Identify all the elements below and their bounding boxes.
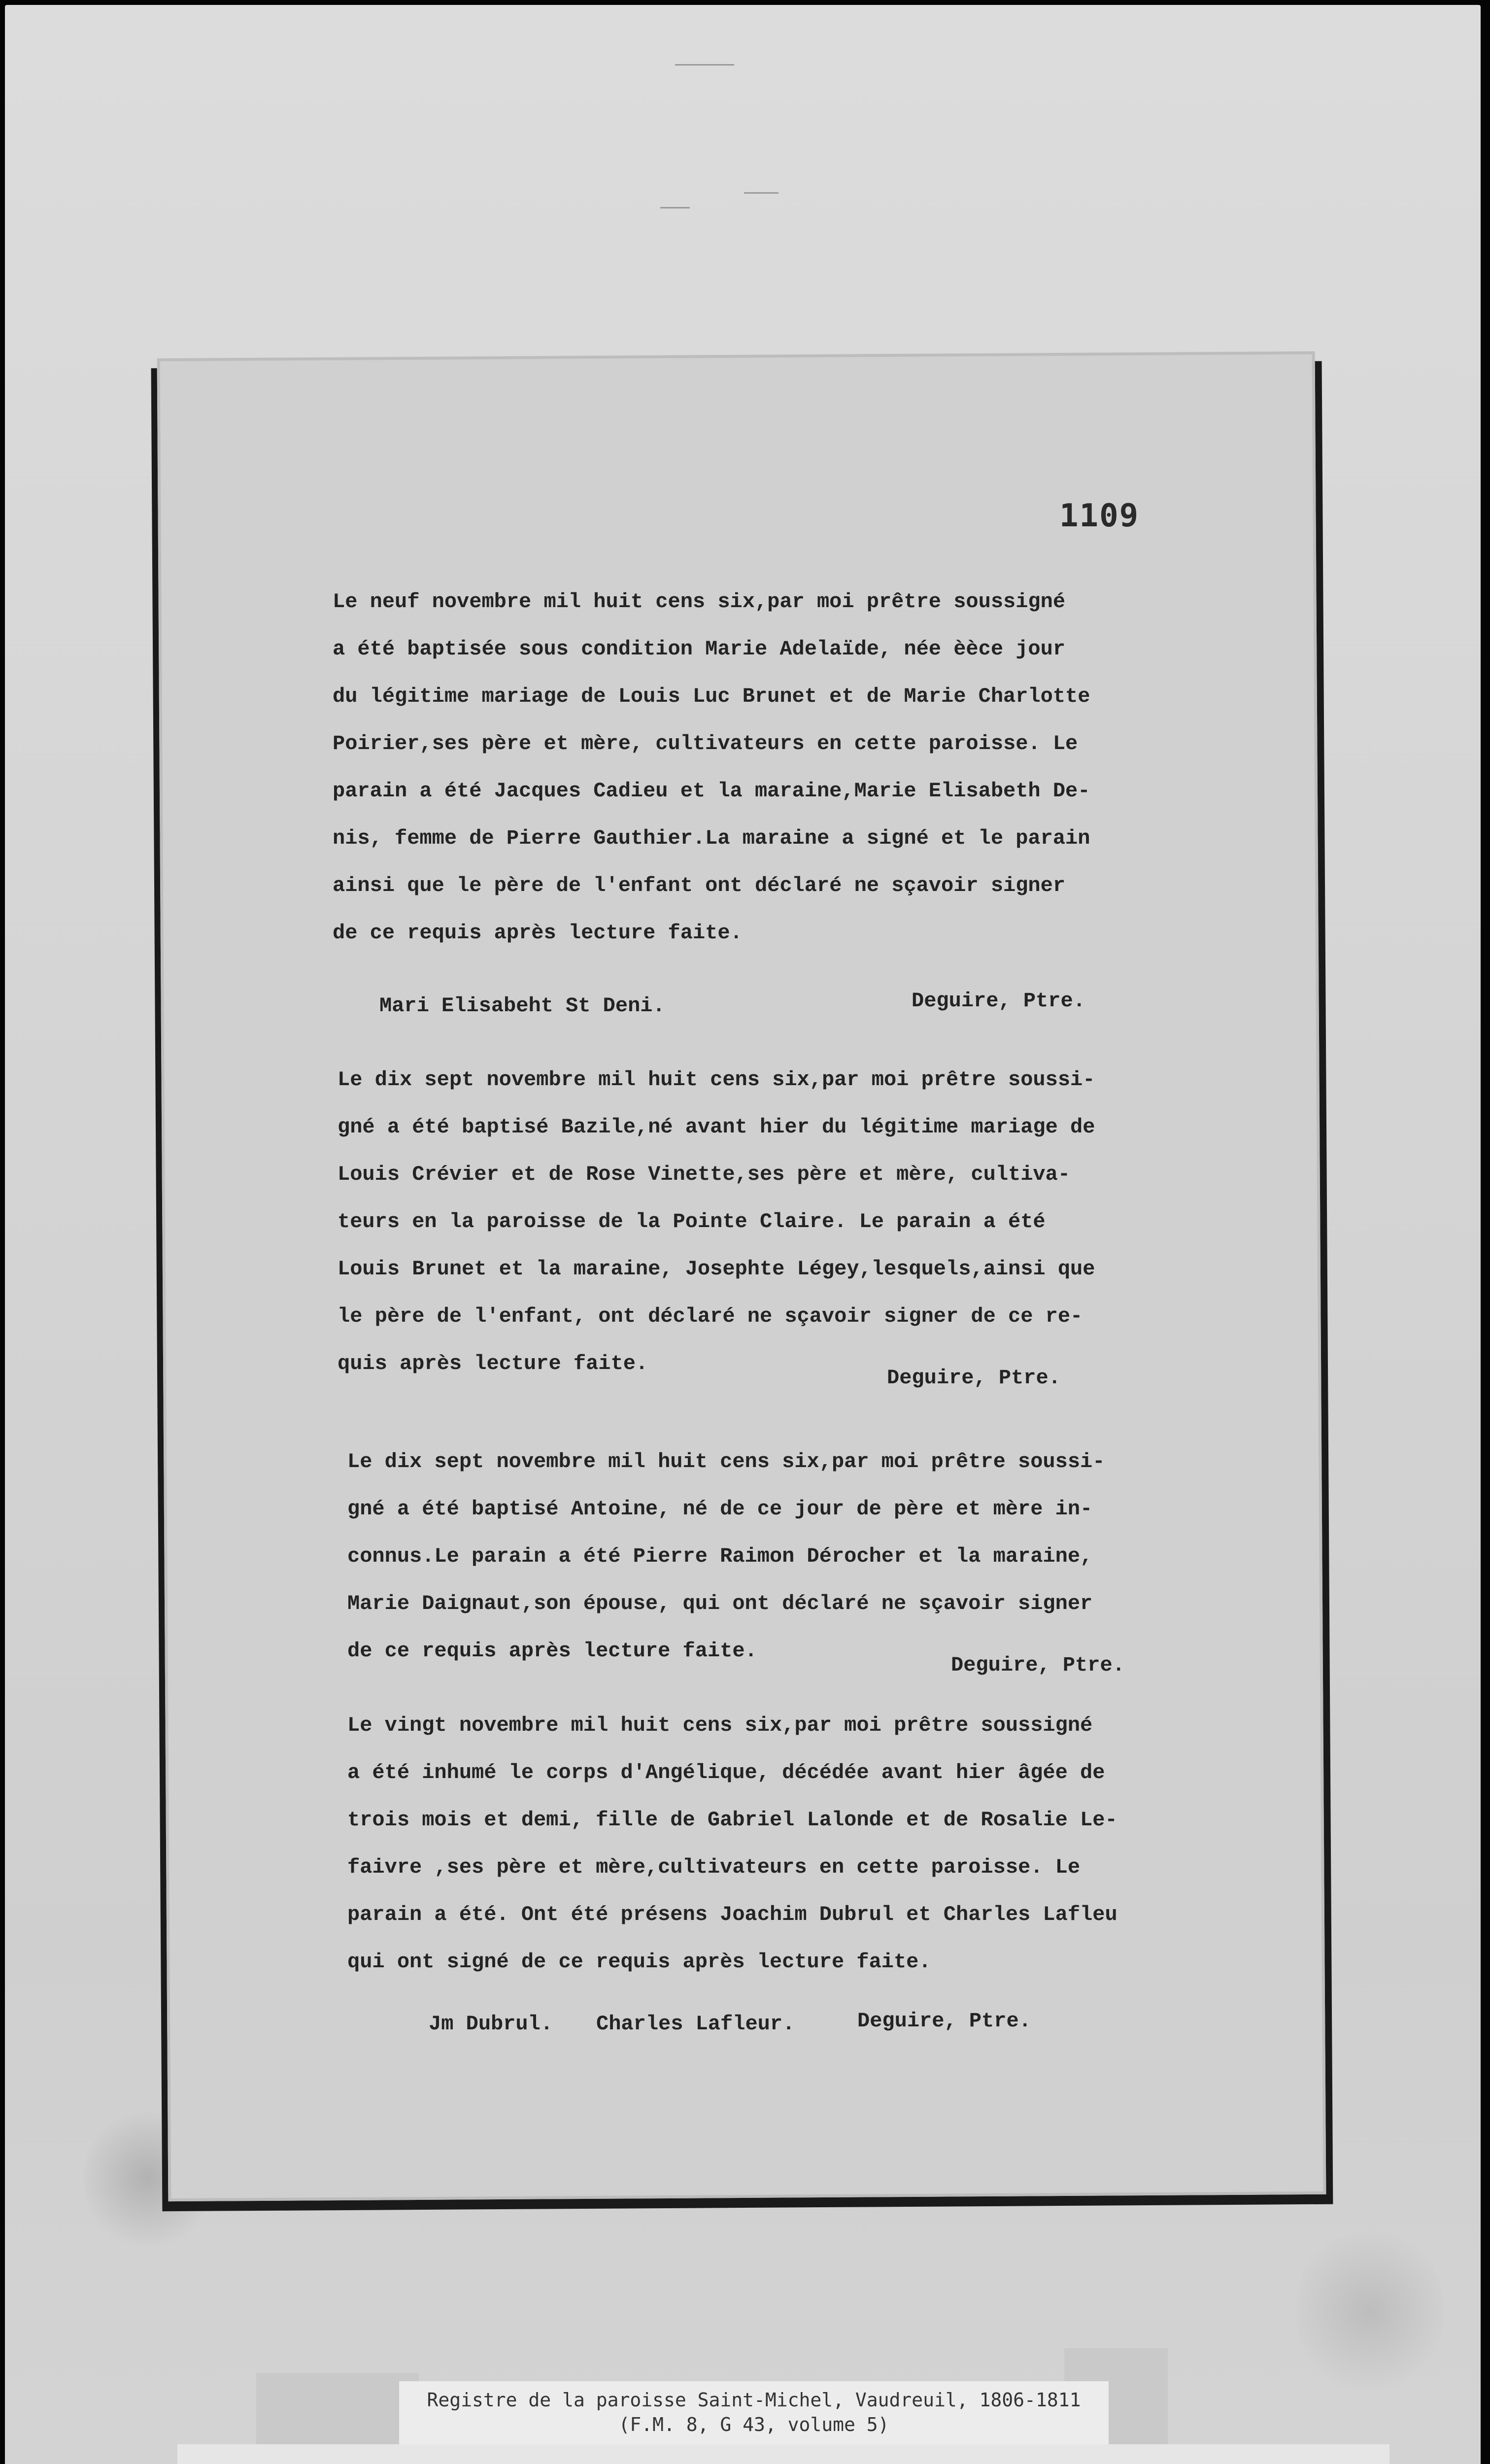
entry-line: parain a été. Ont été présens Joachim Dubrul et Charles Lafleu [347, 1903, 1118, 1926]
catalogue-label [399, 2381, 1109, 2445]
entry-line: teurs en la paroisse de la Pointe Claire. Le parain a été [338, 1210, 1046, 1233]
entry-line: Le vingt novembre mil huit cens six,par moi prêtre soussigné [347, 1713, 1093, 1737]
entry-line: a été inhumé le corps d'Angélique, décédée avant hier âgée de [347, 1761, 1105, 1784]
label-register-title: Registre de la paroisse Saint-Michel, Vaudreuil, 1806-1811 [427, 2389, 1081, 2411]
archives-stamp-panel [177, 2444, 1389, 2464]
entry-line: gné a été baptisé Antoine, né de ce jour de père et mère in- [347, 1497, 1093, 1521]
entry-line: nis, femme de Pierre Gauthier.La maraine a signé et le parain [333, 826, 1090, 850]
entry-line: parain a été Jacques Cadieu et la maraine,Marie Elisabeth De- [333, 779, 1090, 803]
entry-line: connus.Le parain a été Pierre Raimon Dérocher et la maraine, [347, 1544, 1093, 1568]
signature-priest: Deguire, Ptre. [912, 989, 1085, 1013]
entry-line: Le dix sept novembre mil huit cens six,par moi prêtre soussi- [338, 1068, 1095, 1092]
smudge [1296, 2223, 1444, 2400]
signature-priest: Deguire, Ptre. [951, 1653, 1125, 1677]
entry-line: de ce requis après lecture faite. [347, 1639, 757, 1663]
entry-line: trois mois et demi, fille de Gabriel Lalonde et de Rosalie Le- [347, 1808, 1118, 1832]
page-number: 1109 [1059, 498, 1140, 534]
scratch-mark [744, 192, 779, 194]
signature-witness: Charles Lafleur. [596, 2012, 795, 2036]
entry-line: quis après lecture faite. [338, 1352, 648, 1375]
entry-line: de ce requis après lecture faite. [333, 921, 743, 945]
entry-line: du légitime mariage de Louis Luc Brunet et de Marie Charlotte [333, 684, 1090, 708]
signature-priest: Deguire, Ptre. [857, 2009, 1031, 2033]
entry-line: a été baptisée sous condition Marie Adelaïde, née èèce jour [333, 637, 1066, 661]
entry-line: Marie Daignaut,son épouse, qui ont déclaré ne sçavoir signer [347, 1592, 1093, 1615]
entry-line: Le neuf novembre mil huit cens six,par moi prêtre soussigné [333, 590, 1066, 614]
scratch-mark [660, 207, 690, 208]
entry-line: Poirier,ses père et mère, cultivateurs en cette paroisse. Le [333, 732, 1078, 755]
scratch-mark [675, 64, 734, 66]
entry-line: Louis Brunet et la maraine, Josephte Légey,lesquels,ainsi que [338, 1257, 1095, 1281]
entry-line: gné a été baptisé Bazile,né avant hier du légitime mariage de [338, 1115, 1095, 1139]
label-reference: (F.M. 8, G 43, volume 5) [618, 2414, 889, 2435]
entry-line: faivre ,ses père et mère,cultivateurs en cette paroisse. Le [347, 1855, 1081, 1879]
entry-line: le père de l'enfant, ont déclaré ne sçavoir signer de ce re- [338, 1304, 1083, 1328]
signature-priest: Deguire, Ptre. [887, 1366, 1061, 1390]
entry-line: qui ont signé de ce requis après lecture faite. [347, 1950, 931, 1974]
entry-line: Le dix sept novembre mil huit cens six,par moi prêtre soussi- [347, 1450, 1105, 1473]
signature-godmother: Mari Elisabeht St Deni. [379, 994, 665, 1018]
entry-line: ainsi que le père de l'enfant ont déclaré ne sçavoir signer [333, 874, 1066, 897]
signature-witness: Jm Dubrul. [429, 2012, 553, 2036]
entry-line: Louis Crévier et de Rose Vinette,ses père et mère, cultiva- [338, 1163, 1071, 1186]
